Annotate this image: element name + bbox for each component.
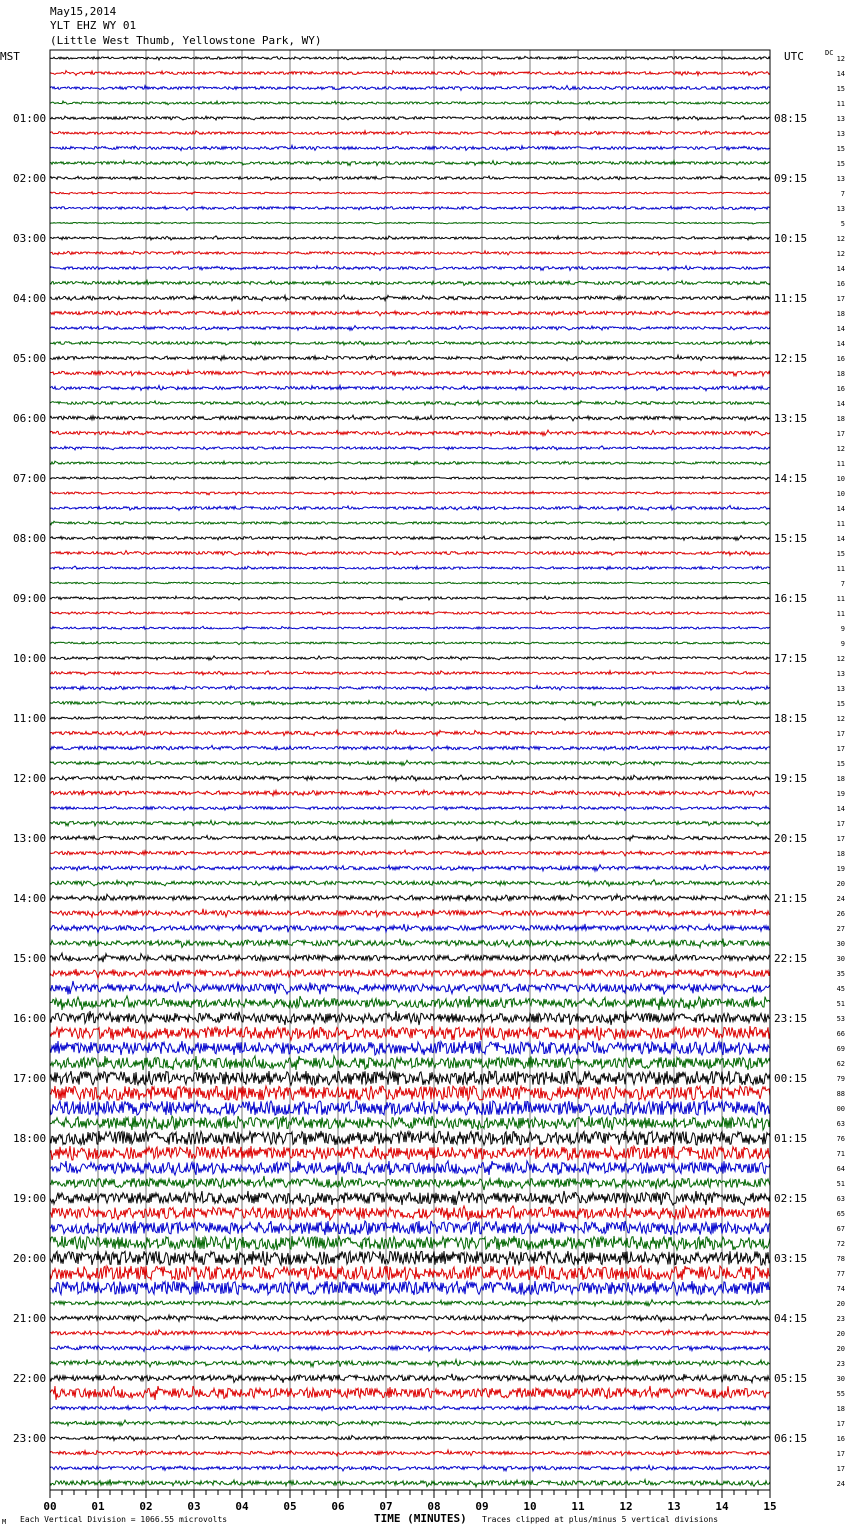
trace-row — [50, 326, 770, 331]
trace-row — [50, 611, 770, 615]
trace-row — [50, 536, 770, 541]
mst-hour-label: 09:00 — [13, 592, 47, 605]
trace-row — [50, 551, 770, 556]
trace-row — [50, 370, 770, 376]
trace-row — [50, 760, 770, 765]
trace-row — [50, 582, 770, 585]
mst-hour-label: 20:00 — [13, 1252, 47, 1265]
mst-hour-label: 14:00 — [13, 892, 47, 905]
row-value-label: 14 — [836, 70, 845, 78]
trace-row — [50, 1206, 770, 1220]
row-value-label: 67 — [836, 1225, 845, 1233]
utc-hour-label: 00:15 — [774, 1072, 808, 1085]
trace-row — [50, 566, 770, 570]
row-value-label: 26 — [836, 910, 845, 918]
trace-row — [50, 1191, 770, 1205]
mst-hour-label: 15:00 — [13, 952, 47, 965]
utc-hour-label: 04:15 — [774, 1312, 808, 1325]
utc-hour-label: 10:15 — [774, 232, 808, 245]
trace-row — [50, 909, 770, 917]
row-value-label: 10 — [836, 475, 845, 483]
dc-column-label: DC — [825, 49, 834, 57]
mst-hour-label: 16:00 — [13, 1012, 47, 1025]
time-tick-label: 09 — [475, 1500, 489, 1513]
row-value-label: 16 — [836, 280, 845, 288]
row-value-label: 10 — [836, 490, 845, 498]
row-value-label: 5 — [840, 220, 845, 228]
time-tick-label: 11 — [571, 1500, 585, 1513]
row-value-label: 23 — [836, 1360, 845, 1368]
row-value-label: 16 — [836, 385, 845, 393]
row-value-label: 17 — [836, 745, 845, 753]
row-value-label: 15 — [836, 550, 845, 558]
trace-row — [50, 295, 770, 301]
trace-row — [50, 1071, 770, 1085]
trace-row — [50, 1056, 770, 1070]
trace-row — [50, 775, 770, 781]
trace-row — [50, 281, 770, 286]
trace-row — [50, 656, 770, 660]
utc-hour-labels — [774, 112, 807, 1445]
row-value-label: 14 — [836, 505, 845, 513]
mst-hour-label: 23:00 — [13, 1432, 47, 1445]
trace-row — [50, 176, 770, 180]
mst-hour-label: 19:00 — [13, 1192, 47, 1205]
plot-border — [50, 50, 770, 1490]
mst-hour-label: 12:00 — [13, 772, 47, 785]
row-value-label: 11 — [836, 520, 845, 528]
trace-row — [50, 1221, 770, 1235]
time-tick-label: 05 — [283, 1500, 297, 1513]
row-value-label: 14 — [836, 805, 845, 813]
trace-row — [50, 1026, 770, 1040]
trace-row — [50, 1406, 770, 1411]
row-value-label: 12 — [836, 55, 845, 63]
row-value-label: 15 — [836, 760, 845, 768]
row-value-label: 63 — [836, 1120, 845, 1128]
trace-row — [50, 192, 770, 195]
mst-hour-label: 02:00 — [13, 172, 47, 185]
mst-hour-label: 11:00 — [13, 712, 47, 725]
trace-row — [50, 1435, 770, 1440]
trace-row — [50, 850, 770, 856]
trace-row — [50, 953, 770, 962]
trace-row — [50, 806, 770, 811]
trace-row — [50, 1345, 770, 1352]
trace-row — [50, 1374, 770, 1383]
row-value-label: 17 — [836, 1450, 845, 1458]
row-value-label: 17 — [836, 1465, 845, 1473]
time-axis-title: TIME (MINUTES) — [374, 1512, 467, 1525]
row-value-label: 13 — [836, 130, 845, 138]
row-value-label: 7 — [840, 190, 845, 198]
row-value-label: 16 — [836, 355, 845, 363]
trace-row — [50, 1161, 770, 1175]
mst-hour-label: 22:00 — [13, 1372, 47, 1385]
utc-hour-label: 22:15 — [774, 952, 808, 965]
row-value-label: 30 — [836, 1375, 845, 1383]
row-value-label: 66 — [836, 1030, 845, 1038]
row-value-label: 30 — [836, 955, 845, 963]
trace-row — [50, 701, 770, 706]
row-value-label: 63 — [836, 1195, 845, 1203]
row-value-label: 23 — [836, 1315, 845, 1323]
trace-row — [50, 145, 770, 150]
trace-row — [50, 671, 770, 675]
row-value-label: 74 — [836, 1285, 845, 1293]
trace-row — [50, 1465, 770, 1471]
row-value-label: 53 — [836, 1015, 845, 1023]
time-tick-label: 12 — [619, 1500, 633, 1513]
trace-row — [50, 1300, 770, 1306]
mst-hour-label: 07:00 — [13, 472, 47, 485]
row-value-label: 17 — [836, 820, 845, 828]
row-value-label: 15 — [836, 700, 845, 708]
trace-row — [50, 1131, 770, 1145]
utc-hour-label: 01:15 — [774, 1132, 808, 1145]
time-axis — [43, 1490, 776, 1513]
trace-row — [50, 476, 770, 480]
utc-hour-label: 12:15 — [774, 352, 808, 365]
row-value-label: 18 — [836, 775, 845, 783]
row-value-label: 14 — [836, 265, 845, 273]
row-values-column — [837, 55, 845, 1488]
row-value-label: 14 — [836, 325, 845, 333]
trace-row — [50, 1146, 770, 1160]
utc-hour-label: 16:15 — [774, 592, 808, 605]
row-value-label: 72 — [836, 1240, 845, 1248]
row-value-label: 20 — [836, 880, 845, 888]
row-value-label: 12 — [836, 235, 845, 243]
mst-hour-label: 01:00 — [13, 112, 47, 125]
utc-hour-label: 05:15 — [774, 1372, 808, 1385]
trace-row — [50, 521, 770, 525]
utc-hour-label: 02:15 — [774, 1192, 808, 1205]
trace-row — [50, 835, 770, 841]
trace-row — [50, 386, 770, 391]
trace-row — [50, 131, 770, 135]
row-value-label: 12 — [836, 715, 845, 723]
trace-row — [50, 880, 770, 886]
trace-row — [50, 341, 770, 346]
mst-hour-label: 10:00 — [13, 652, 47, 665]
row-value-label: 19 — [836, 790, 845, 798]
utc-hour-label: 08:15 — [774, 112, 808, 125]
mst-hour-label: 17:00 — [13, 1072, 47, 1085]
utc-hour-label: 19:15 — [774, 772, 808, 785]
row-value-label: 18 — [836, 1405, 845, 1413]
trace-row — [50, 1386, 770, 1400]
trace-row — [50, 56, 770, 60]
trace-row — [50, 939, 770, 948]
row-value-label: 12 — [836, 445, 845, 453]
mst-hour-label: 21:00 — [13, 1312, 47, 1325]
trace-row — [50, 642, 770, 645]
time-tick-label: 00 — [43, 1500, 57, 1513]
row-value-label: 79 — [836, 1075, 845, 1083]
trace-row — [50, 596, 770, 600]
time-tick-label: 14 — [715, 1500, 729, 1513]
trace-row — [50, 686, 770, 691]
trace-row — [50, 401, 770, 406]
time-tick-label: 03 — [187, 1500, 201, 1513]
row-value-label: 00 — [836, 1105, 845, 1113]
row-value-label: 18 — [836, 370, 845, 378]
trace-row — [50, 969, 770, 979]
left-timezone-label: MST — [0, 50, 20, 63]
right-timezone-label: UTC — [784, 50, 804, 63]
row-value-label: 11 — [836, 100, 845, 108]
row-value-label: 62 — [836, 1060, 845, 1068]
row-value-label: 13 — [836, 115, 845, 123]
trace-row — [50, 1281, 770, 1295]
row-value-label: 11 — [836, 460, 845, 468]
row-value-label: 13 — [836, 670, 845, 678]
trace-row — [50, 430, 770, 436]
seismic-traces — [50, 56, 770, 1487]
trace-row — [50, 1420, 770, 1426]
trace-row — [50, 86, 770, 91]
row-value-label: 76 — [836, 1135, 845, 1143]
time-tick-label: 13 — [667, 1500, 681, 1513]
row-value-label: 77 — [836, 1270, 845, 1278]
mst-hour-label: 13:00 — [13, 832, 47, 845]
trace-row — [50, 1251, 770, 1265]
mst-hour-label: 08:00 — [13, 532, 47, 545]
trace-row — [50, 1450, 770, 1456]
time-tick-label: 02 — [139, 1500, 153, 1513]
row-value-label: 55 — [836, 1390, 845, 1398]
trace-row — [50, 461, 770, 465]
utc-hour-label: 21:15 — [774, 892, 808, 905]
vertical-division-note: Each Vertical Division = 1066.55 microvolts — [20, 1515, 228, 1524]
trace-row — [50, 251, 770, 255]
utc-hour-label: 06:15 — [774, 1432, 808, 1445]
row-value-label: 20 — [836, 1345, 845, 1353]
trace-row — [50, 626, 770, 629]
row-value-label: 18 — [836, 310, 845, 318]
trace-row — [50, 790, 770, 796]
row-value-label: 9 — [840, 640, 845, 648]
trace-row — [50, 1101, 770, 1115]
trace-row — [50, 236, 770, 240]
trace-row — [50, 716, 770, 720]
row-value-label: 45 — [836, 985, 845, 993]
utc-hour-label: 20:15 — [774, 832, 808, 845]
trace-row — [50, 1266, 770, 1280]
row-value-label: 17 — [836, 730, 845, 738]
trace-row — [50, 116, 770, 120]
row-value-label: 12 — [836, 250, 845, 258]
station-code: YLT EHZ WY 01 — [50, 19, 137, 32]
trace-row — [50, 491, 770, 495]
trace-row — [50, 1314, 770, 1321]
row-value-label: 11 — [836, 610, 845, 618]
row-value-label: 15 — [836, 145, 845, 153]
row-value-label: 78 — [836, 1255, 845, 1263]
time-tick-label: 01 — [91, 1500, 105, 1513]
trace-row — [50, 1086, 770, 1100]
trace-row — [50, 1330, 770, 1336]
row-value-label: 35 — [836, 970, 845, 978]
row-value-label: 19 — [836, 865, 845, 873]
trace-row — [50, 222, 770, 224]
row-value-label: 11 — [836, 565, 845, 573]
row-value-label: 17 — [836, 430, 845, 438]
row-value-label: 51 — [836, 1180, 845, 1188]
row-value-label: 65 — [836, 1210, 845, 1218]
row-value-label: 7 — [840, 580, 845, 588]
trace-row — [50, 1236, 770, 1250]
utc-hour-label: 13:15 — [774, 412, 808, 425]
trace-row — [50, 206, 770, 210]
row-value-label: 14 — [836, 400, 845, 408]
utc-hour-label: 18:15 — [774, 712, 808, 725]
plot-frame — [50, 50, 770, 1490]
row-value-label: 14 — [836, 340, 845, 348]
trace-row — [50, 1176, 770, 1190]
utc-hour-label: 11:15 — [774, 292, 808, 305]
trace-row — [50, 101, 770, 105]
trace-row — [50, 894, 770, 901]
mst-hour-label: 18:00 — [13, 1132, 47, 1145]
trace-row — [50, 745, 770, 750]
clipping-note: Traces clipped at plus/minus 5 vertical divisions — [482, 1515, 719, 1524]
mst-hour-labels — [13, 112, 46, 1445]
row-value-label: 88 — [836, 1090, 845, 1098]
row-value-label: 71 — [836, 1150, 845, 1158]
footer-mark: M — [2, 1518, 7, 1526]
utc-hour-label: 17:15 — [774, 652, 808, 665]
mst-hour-label: 06:00 — [13, 412, 47, 425]
row-value-label: 20 — [836, 1330, 845, 1338]
row-value-label: 51 — [836, 1000, 845, 1008]
station-location: (Little West Thumb, Yellowstone Park, WY) — [50, 34, 322, 47]
row-value-label: 18 — [836, 850, 845, 858]
row-value-label: 15 — [836, 160, 845, 168]
mst-hour-label: 04:00 — [13, 292, 47, 305]
time-tick-label: 04 — [235, 1500, 249, 1513]
trace-row — [50, 506, 770, 511]
time-tick-label: 10 — [523, 1500, 537, 1513]
row-value-label: 14 — [836, 535, 845, 543]
utc-hour-label: 23:15 — [774, 1012, 808, 1025]
row-value-label: 17 — [836, 295, 845, 303]
mst-hour-label: 05:00 — [13, 352, 47, 365]
trace-row — [50, 1041, 770, 1055]
time-tick-label: 15 — [763, 1500, 777, 1513]
row-value-label: 11 — [836, 595, 845, 603]
row-value-label: 15 — [836, 85, 845, 93]
utc-hour-label: 15:15 — [774, 532, 808, 545]
row-value-label: 12 — [836, 655, 845, 663]
trace-row — [50, 1479, 770, 1487]
trace-row — [50, 730, 770, 736]
row-value-label: 69 — [836, 1045, 845, 1053]
trace-row — [50, 981, 770, 995]
row-value-label: 30 — [836, 940, 845, 948]
trace-row — [50, 415, 770, 421]
row-value-label: 16 — [836, 1435, 845, 1443]
row-value-label: 27 — [836, 925, 845, 933]
row-value-label: 13 — [836, 685, 845, 693]
trace-row — [50, 71, 770, 76]
time-tick-label: 08 — [427, 1500, 441, 1513]
trace-row — [50, 355, 770, 360]
trace-row — [50, 161, 770, 166]
row-value-label: 17 — [836, 1420, 845, 1428]
row-value-label: 13 — [836, 175, 845, 183]
mst-hour-label: 03:00 — [13, 232, 47, 245]
trace-row — [50, 1116, 770, 1130]
plot-date: May15,2014 — [50, 5, 117, 18]
trace-row — [50, 266, 770, 271]
row-value-label: 20 — [836, 1300, 845, 1308]
trace-row — [50, 446, 770, 450]
row-value-label: 24 — [836, 1480, 845, 1488]
row-value-label: 24 — [836, 895, 845, 903]
row-value-label: 17 — [836, 835, 845, 843]
trace-row — [50, 924, 770, 933]
trace-row — [50, 310, 770, 316]
trace-row — [50, 820, 770, 826]
utc-hour-label: 14:15 — [774, 472, 808, 485]
trace-row — [50, 996, 770, 1010]
time-tick-label: 06 — [331, 1500, 345, 1513]
row-value-label: 13 — [836, 205, 845, 213]
time-gridlines — [98, 50, 722, 1490]
trace-row — [50, 1011, 770, 1025]
trace-row — [50, 865, 770, 871]
time-tick-label: 07 — [379, 1500, 393, 1513]
utc-hour-label: 09:15 — [774, 172, 808, 185]
utc-hour-label: 03:15 — [774, 1252, 808, 1265]
trace-row — [50, 1360, 770, 1367]
row-value-label: 9 — [840, 625, 845, 633]
row-value-label: 64 — [836, 1165, 845, 1173]
row-value-label: 18 — [836, 415, 845, 423]
